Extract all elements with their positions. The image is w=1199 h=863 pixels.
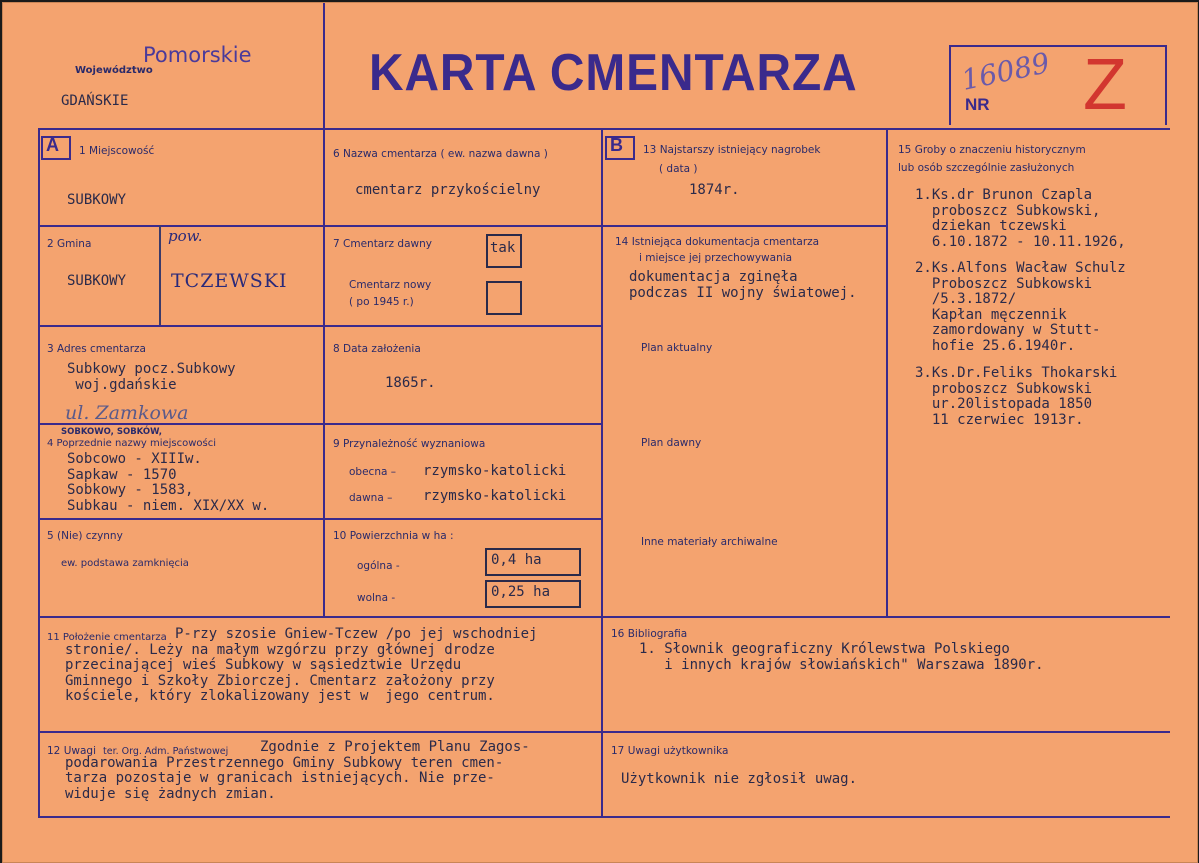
divider	[886, 128, 888, 618]
cemetery-card	[2, 2, 1198, 863]
f9-label: 9 Przynależność wyznaniowa	[333, 438, 486, 450]
f13-label: 13 Najstarszy istniejący nagrobek	[643, 144, 821, 156]
other-materials-label: Inne materiały archiwalne	[641, 536, 778, 548]
divider	[323, 128, 325, 618]
f3-label: 3 Adres cmentarza	[47, 343, 146, 355]
f7-old-value: tak	[490, 240, 516, 256]
f13-sub: ( data )	[659, 163, 698, 175]
grave-item: 2.Ks.Alfons Wacław Schulz Proboszcz Subkowski /5.3.1872/ Kapłan męczennik zamordowany w Stutt- hofie 25.6.1940r.	[915, 260, 1126, 354]
f2-handwritten-divider	[159, 225, 161, 325]
f12-value: Zgodnie z Projektem Planu Zagos- podarowania Przestrzennego Gminy Subkowy teren cmen- tarza pozostaje w granicach istniejących. Nie prze- widuje się żadnych zmian.	[65, 739, 530, 802]
divider	[323, 518, 601, 520]
nr-handwritten: 16089	[958, 46, 1053, 97]
divider	[38, 616, 1170, 618]
f17-value: Użytkownik nie zgłosił uwag.	[621, 771, 858, 787]
section-a-letter: A	[46, 135, 59, 155]
divider	[38, 731, 1170, 733]
f11-value: P-rzy szosie Gniew-Tczew /po jej wschodniej stronie/. Leży na małym wzgórzu przy głównej drodze przecinającej wieś Subkowy w sąsiedztwie Urzędu Gminnego i Szkoły Zbiorczej. Cmentarz założony przy kościele, który zlokalizowany jest w jego centrum.	[65, 626, 538, 704]
f10-free-label: wolna -	[357, 592, 396, 604]
f2-value: SUBKOWY	[67, 273, 127, 289]
f12-label: 12 Uwagi	[47, 745, 96, 757]
voivodeship-value: Pomorskie	[143, 43, 252, 67]
divider	[323, 325, 601, 327]
f9-former-label: dawna –	[349, 492, 393, 504]
f9-former-value: rzymsko-katolicki	[423, 488, 567, 504]
f12-sub: ter. Org. Adm. Państwowej	[103, 746, 229, 757]
f7-old-label: 7 Cmentarz dawny	[333, 238, 432, 250]
f14-sub: i miejsce jej przechowywania	[639, 252, 793, 264]
f10-total-label: ogólna -	[357, 560, 400, 572]
voivodeship-typed: GDAŃSKIE	[61, 93, 129, 109]
divider	[323, 423, 601, 425]
grave-item: 3.Ks.Dr.Feliks Thokarski proboszcz Subkowski ur.20listopada 1850 11 czerwiec 1913r.	[915, 365, 1118, 428]
f5-label: 5 (Nie) czynny	[47, 530, 123, 542]
f10-free-value: 0,25 ha	[491, 584, 551, 600]
f2-pow-label: pow.	[168, 227, 203, 245]
f1-value: SUBKOWY	[67, 192, 127, 208]
f1-label: 1 Miejscowość	[79, 145, 155, 157]
f11-label: 11 Położenie cmentarza	[47, 632, 167, 643]
f7-new-checkbox[interactable]	[486, 281, 522, 315]
divider	[601, 128, 603, 818]
f13-value: 1874r.	[689, 182, 740, 198]
f8-label: 8 Data założenia	[333, 343, 421, 355]
f16-label: 16 Bibliografia	[611, 628, 688, 640]
f15-sub: lub osób szczególnie zasłużonych	[898, 162, 1075, 174]
section-b-letter: B	[610, 135, 623, 155]
letter-mark: Z	[1083, 45, 1127, 125]
f4-label: 4 Poprzednie nazwy miejscowości	[47, 438, 217, 449]
f6-label: 6 Nazwa cmentarza ( ew. nazwa dawna )	[333, 148, 548, 160]
f17-label: 17 Uwagi użytkownika	[611, 745, 729, 757]
f3-handwritten: ul. Zamkowa	[65, 402, 189, 424]
nr-label: NR	[965, 95, 990, 114]
plan-current-label: Plan aktualny	[641, 342, 713, 354]
divider	[38, 325, 323, 327]
f2-pow-value: TCZEWSKI	[171, 270, 288, 292]
f9-current-label: obecna –	[349, 466, 396, 478]
page-title: KARTA CMENTARZA	[369, 44, 858, 102]
f7-new-sub: ( po 1945 r.)	[349, 296, 414, 308]
divider	[38, 518, 323, 520]
f4-note: SOBKOWO, SOBKÓW,	[61, 427, 163, 437]
f7-new-label: Cmentarz nowy	[349, 279, 432, 291]
f9-current-value: rzymsko-katolicki	[423, 463, 567, 479]
divider	[38, 128, 40, 818]
voivodeship-label: Województwo	[75, 65, 153, 76]
f14-label: 14 Istniejąca dokumentacja cmentarza	[615, 236, 820, 248]
f10-total-value: 0,4 ha	[491, 552, 542, 568]
f4-value: Sobcowo - XIIIw. Sapkaw - 1570 Sobkowy - 1583, Subkau - niem. XIX/XX w.	[67, 451, 270, 514]
plan-former-label: Plan dawny	[641, 437, 702, 449]
divider	[323, 3, 325, 130]
grave-item: 1.Ks.dr Brunon Czapla proboszcz Subkowski, dziekan tczewski 6.10.1872 - 10.11.1926,	[915, 187, 1126, 250]
f15-label: 15 Groby o znaczeniu historycznym	[898, 144, 1086, 156]
divider	[38, 816, 1170, 818]
f14-value: dokumentacja zginęła podczas II wojny światowej.	[629, 269, 857, 301]
f2-label: 2 Gmina	[47, 238, 92, 250]
f3-value: Subkowy pocz.Subkowy woj.gdańskie	[67, 361, 236, 393]
f8-value: 1865r.	[385, 375, 436, 391]
f16-value: 1. Słownik geograficzny Królewstwa Polskiego i innych krajów słowiańskich" Warszawa 1890r.	[639, 641, 1044, 673]
divider	[323, 225, 886, 227]
f5-sub: ew. podstawa zamknięcia	[61, 558, 189, 569]
f6-value: cmentarz przykościelny	[355, 182, 541, 198]
divider	[38, 128, 1170, 130]
f10-label: 10 Powierzchnia w ha :	[333, 530, 454, 542]
